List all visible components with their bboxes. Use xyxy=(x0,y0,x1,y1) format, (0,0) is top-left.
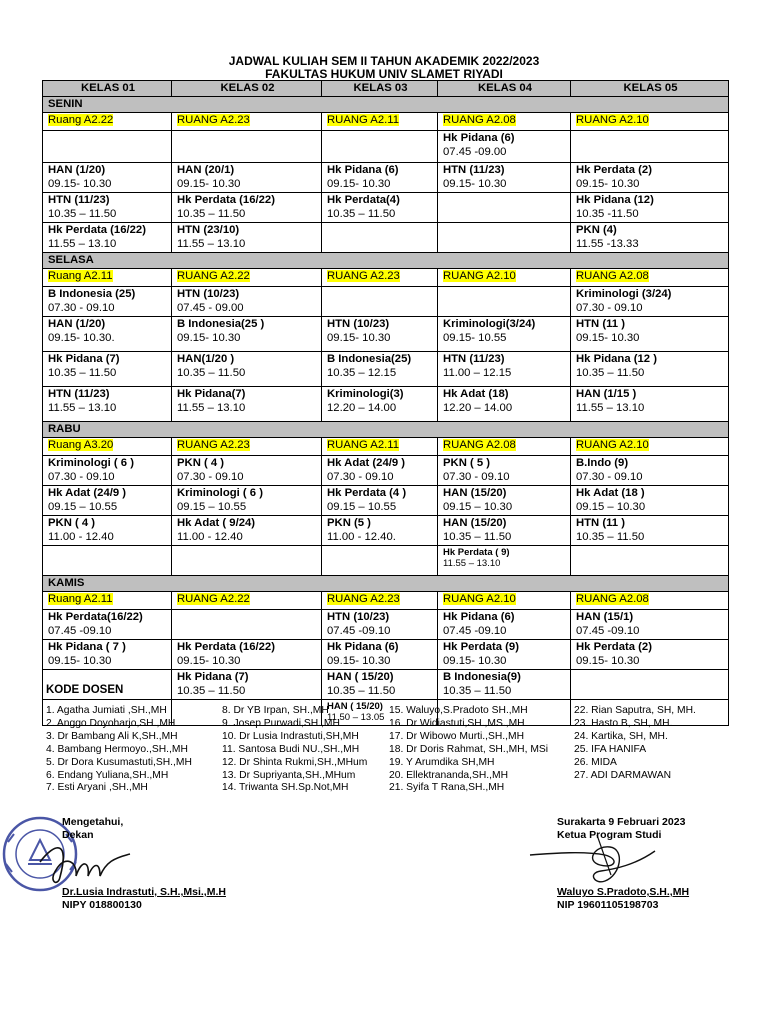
dosen-column xyxy=(222,705,367,795)
course-name: Hk Adat (24/9 ) xyxy=(327,457,406,469)
course-name: Hk Perdata (4 ) xyxy=(327,487,407,499)
column-header: KELAS 04 xyxy=(438,81,571,97)
dosen-entry: 1. Agatha Jumiati ,SH.,MH xyxy=(46,705,167,716)
schedule-cell xyxy=(438,131,571,163)
head-id: NIP 19601105198703 xyxy=(557,899,659,911)
schedule-cell xyxy=(571,287,729,317)
course-time: 11.00 - 12.40 xyxy=(48,530,114,543)
day-row xyxy=(43,422,729,438)
dosen-entry: 24. Kartika, SH, MH. xyxy=(574,730,668,742)
schedule-cell xyxy=(172,516,322,546)
course-name: HAN (15/20) xyxy=(443,517,507,529)
course-name: HTN (10/23) xyxy=(177,288,240,300)
course-time: 09.15 – 10.30 xyxy=(443,500,513,513)
column-header: KELAS 01 xyxy=(43,81,172,97)
dosen-entry: 8. Dr YB Irpan, SH.,MH xyxy=(222,705,329,716)
course-name: Kriminologi (3/24) xyxy=(576,288,672,300)
schedule-cell xyxy=(322,193,438,223)
dosen-entry: 16. Dr Widiastuti,SH.,MS.,MH xyxy=(389,717,525,729)
schedule-cell xyxy=(43,387,172,422)
schedule-row xyxy=(43,486,729,516)
schedule-cell xyxy=(571,670,729,700)
schedule-cell xyxy=(43,223,172,253)
course-name: Hk Pidana (6) xyxy=(443,611,515,623)
schedule-cell xyxy=(322,456,438,486)
course-name: Hk Pidana ( 7 ) xyxy=(48,641,126,653)
schedule-cell xyxy=(322,163,438,193)
schedule-cell xyxy=(322,352,438,387)
room-label: RUANG A2.23 xyxy=(177,114,250,126)
dosen-entry: 13. Dr Supriyanta,SH.,MHum xyxy=(222,769,356,781)
schedule-row xyxy=(43,610,729,640)
course-name: Hk Perdata (16/22) xyxy=(177,194,275,206)
dosen-column xyxy=(574,705,696,782)
course-time: 09.15- 10.30 xyxy=(177,177,241,190)
room-label: RUANG A2.11 xyxy=(327,114,399,126)
course-time: 07.45 -09.10 xyxy=(443,624,507,637)
column-header: KELAS 05 xyxy=(571,81,729,97)
course-time: 07.45 -09.10 xyxy=(48,624,112,637)
course-name: HAN ( 15/20) xyxy=(327,701,383,712)
room-label: RUANG A2.08 xyxy=(443,114,516,126)
course-time: 07.30 - 09.10 xyxy=(443,470,510,483)
schedule-cell xyxy=(172,163,322,193)
course-name: HAN (15/20) xyxy=(443,487,507,499)
room-label: RUANG A2.23 xyxy=(327,270,400,282)
course-time: 09.15- 10.30 xyxy=(48,654,112,667)
course-name: Hk Pidana (6) xyxy=(327,641,399,653)
schedule-cell xyxy=(322,287,438,317)
course-name: Hk Perdata (16/22) xyxy=(177,641,275,653)
course-time: 10.35 – 11.50 xyxy=(48,366,117,379)
dosen-entry: 7. Esti Aryani ,SH.,MH xyxy=(46,782,148,794)
schedule-cell xyxy=(172,387,322,422)
course-time: 09.15- 10.55 xyxy=(443,331,507,344)
course-name: PKN ( 5 ) xyxy=(443,457,491,469)
schedule-cell xyxy=(43,610,172,640)
schedule-cell xyxy=(438,456,571,486)
course-name: Hk Adat (24/9 ) xyxy=(48,487,127,499)
course-name: HTN (23/10) xyxy=(177,224,240,236)
course-name: Hk Pidana (6) xyxy=(443,132,515,144)
course-time: 11.00 – 12.15 xyxy=(443,366,512,379)
schedule-cell xyxy=(172,131,322,163)
room-label: RUANG A2.10 xyxy=(576,439,649,451)
schedule-cell xyxy=(438,670,571,700)
dosen-entry: 15. Waluyo,S.Pradoto SH.,MH xyxy=(389,705,528,716)
left-sign-line2: Dekan xyxy=(62,829,94,841)
dosen-entry: 23. Hasto B, SH, MH. xyxy=(574,717,673,729)
room-label: RUANG A2.08 xyxy=(576,593,649,605)
schedule-row xyxy=(43,516,729,546)
course-name: Hk Adat (18 ) xyxy=(576,487,645,499)
dosen-column xyxy=(46,705,192,795)
dosen-entry: 17. Dr Wibowo Murti.,SH.,MH xyxy=(389,730,525,742)
course-name: Hk Perdata (2) xyxy=(576,164,652,176)
dosen-entry: 9. Josep Purwadi,SH.,MH xyxy=(222,717,340,729)
schedule-row xyxy=(43,352,729,387)
course-time: 07.45 - 09.00 xyxy=(177,301,244,314)
header-row xyxy=(43,81,729,97)
course-time: 10.35 – 11.50 xyxy=(576,366,645,379)
schedule-cell xyxy=(43,486,172,516)
schedule-cell xyxy=(571,193,729,223)
course-name: HTN (11/23) xyxy=(443,164,505,176)
schedule-cell xyxy=(43,317,172,352)
day-row xyxy=(43,253,729,269)
course-time: 11.00 - 12.40. xyxy=(327,530,396,543)
schedule-cell xyxy=(571,387,729,422)
course-time: 09.15- 10.30 xyxy=(327,331,391,344)
course-time: 10.35 – 11.50 xyxy=(177,366,246,379)
course-name: HTN (11 ) xyxy=(576,318,625,330)
course-name: Hk Perdata(4) xyxy=(327,194,400,206)
dosen-entry: 27. ADI DARMAWAN xyxy=(574,769,672,781)
schedule-table xyxy=(42,80,729,726)
course-name: PKN ( 4 ) xyxy=(177,457,225,469)
schedule-cell xyxy=(172,486,322,516)
faculty-title: FAKULTAS HUKUM UNIV SLAMET RIYADI xyxy=(265,67,503,81)
schedule-cell xyxy=(322,516,438,546)
schedule-cell xyxy=(172,193,322,223)
course-time: 07.30 - 09.10 xyxy=(48,470,115,483)
schedule-cell xyxy=(438,287,571,317)
schedule-row xyxy=(43,287,729,317)
schedule-cell xyxy=(322,640,438,670)
dosen-entry: 12. Dr Shinta Rukmi,SH.,MHum xyxy=(222,756,368,768)
day-label: RABU xyxy=(48,423,81,435)
course-time: 09.15- 10.30 xyxy=(327,177,391,190)
schedule-cell xyxy=(438,163,571,193)
room-label: Ruang A3.20 xyxy=(48,439,114,451)
schedule-cell xyxy=(438,387,571,422)
schedule-cell xyxy=(172,456,322,486)
course-time: 09.15- 10.30 xyxy=(576,177,640,190)
course-time: 09.15- 10.30 xyxy=(576,654,640,667)
course-name: B Indonesia (25) xyxy=(48,288,136,300)
schedule-cell xyxy=(43,163,172,193)
course-time: 11.55 – 13.10 xyxy=(48,237,117,250)
course-name: HTN (10/23) xyxy=(327,318,390,330)
dosen-entry: 18. Dr Doris Rahmat, SH.,MH, MSi xyxy=(389,743,549,755)
day-row xyxy=(43,576,729,592)
dosen-entry: 3. Dr Bambang Ali K,SH.,MH xyxy=(46,730,178,742)
schedule-cell xyxy=(438,546,571,576)
course-time: 09.15 – 10.55 xyxy=(48,500,118,513)
schedule-cell xyxy=(571,223,729,253)
course-name: B Indonesia(25) xyxy=(327,353,412,365)
course-time: 07.45 -09.00 xyxy=(443,145,507,158)
course-time: 07.30 - 09.10 xyxy=(327,470,394,483)
course-time: 09.15- 10.30 xyxy=(327,654,391,667)
right-sign-line1: Surakarta 9 Februari 2023 xyxy=(557,816,686,828)
dosen-entry: 4. Bambang Hermoyo.,SH.,MH xyxy=(46,743,188,755)
course-name: HAN (1/15 ) xyxy=(576,388,637,400)
course-time: 11.50 – 13.05 xyxy=(327,712,385,723)
course-time: 07.30 - 09.10 xyxy=(576,470,643,483)
course-time: 10.35 – 11.50 xyxy=(327,207,396,220)
room-label: RUANG A2.23 xyxy=(177,439,250,451)
room-label: Ruang A2.22 xyxy=(48,114,114,126)
schedule-cell xyxy=(43,287,172,317)
dosen-entry: 14. Triwanta SH.Sp.Not,MH xyxy=(222,782,349,794)
schedule-row xyxy=(43,193,729,223)
course-time: 07.45 -09.10 xyxy=(576,624,640,637)
head-name: Waluyo S.Pradoto,S.H.,MH xyxy=(557,886,690,898)
course-name: Kriminologi ( 6 ) xyxy=(48,457,134,469)
schedule-cell xyxy=(322,670,438,700)
course-time: 07.45 -09.10 xyxy=(327,624,391,637)
course-name: Hk Pidana (12) xyxy=(576,194,654,206)
dean-name: Dr.Lusia Indrastuti, S.H.,Msi.,M.H xyxy=(62,886,226,898)
dosen-entry: 20. Ellektrananda,SH.,MH xyxy=(389,769,509,781)
schedule-cell xyxy=(571,546,729,576)
schedule-row xyxy=(43,223,729,253)
document-title: JADWAL KULIAH SEM II TAHUN AKADEMIK 2022/2023 xyxy=(228,54,540,68)
course-name: Hk Adat ( 9/24) xyxy=(177,517,256,529)
schedule-cell xyxy=(571,640,729,670)
schedule-cell xyxy=(172,223,322,253)
schedule-cell xyxy=(322,486,438,516)
course-name: HTN (10/23) xyxy=(327,611,390,623)
course-name: Hk Perdata (2) xyxy=(576,641,652,653)
course-name: HAN ( 15/20) xyxy=(327,671,394,683)
course-time: 09.15- 10.30 xyxy=(443,177,507,190)
schedule-row xyxy=(43,131,729,163)
schedule-cell xyxy=(571,610,729,640)
course-time: 11.55 – 13.10 xyxy=(443,558,501,569)
schedule-cell xyxy=(438,516,571,546)
course-name: HTN (11/23) xyxy=(48,388,110,400)
course-time: 10.35 – 11.50 xyxy=(177,207,246,220)
course-time: 09.15- 10.30 xyxy=(177,654,241,667)
schedule-cell xyxy=(571,516,729,546)
kode-dosen-title: KODE DOSEN xyxy=(46,684,124,696)
schedule-cell xyxy=(322,610,438,640)
schedule-cell xyxy=(172,670,322,700)
schedule-cell xyxy=(322,223,438,253)
right-sign-line2: Ketua Program Studi xyxy=(557,829,662,841)
room-label: RUANG A2.22 xyxy=(177,270,250,282)
course-name: B Indonesia(9) xyxy=(443,671,521,683)
course-name: B.Indo (9) xyxy=(576,457,629,469)
course-name: Hk Perdata ( 9) xyxy=(443,547,510,558)
course-time: 09.15- 10.30 xyxy=(576,331,640,344)
schedule-cell xyxy=(172,287,322,317)
course-name: Kriminologi ( 6 ) xyxy=(177,487,263,499)
schedule-cell xyxy=(172,352,322,387)
schedule-cell xyxy=(438,193,571,223)
course-time: 11.55 – 13.10 xyxy=(177,401,246,414)
day-row xyxy=(43,97,729,113)
room-label: RUANG A2.22 xyxy=(177,593,250,605)
dosen-entry: 5. Dr Dora Kusumastuti,SH.,MH xyxy=(46,756,192,768)
course-name: Kriminologi(3/24) xyxy=(443,318,536,330)
schedule-row xyxy=(43,163,729,193)
schedule-cell xyxy=(322,546,438,576)
room-row xyxy=(43,113,729,131)
course-name: HTN (11 ) xyxy=(576,517,625,529)
course-time: 11.55 -13.33 xyxy=(576,237,639,250)
course-name: PKN (4) xyxy=(576,224,617,236)
dosen-entry: 11. Santosa Budi NU.,SH.,MH xyxy=(222,743,360,755)
course-time: 10.35 – 11.50 xyxy=(443,530,512,543)
course-name: Hk Pidana(7) xyxy=(177,388,246,400)
course-time: 11.00 - 12.40 xyxy=(177,530,243,543)
schedule-cell xyxy=(438,610,571,640)
dosen-entry: 10. Dr Lusia Indrastuti,SH,MH xyxy=(222,730,359,742)
course-name: HTN (11/23) xyxy=(48,194,110,206)
course-time: 10.35 – 11.50 xyxy=(48,207,117,220)
day-label: KAMIS xyxy=(48,577,85,589)
course-time: 10.35 – 11.50 xyxy=(443,684,512,697)
course-name: PKN (5 ) xyxy=(327,517,371,529)
course-name: B Indonesia(25 ) xyxy=(177,318,265,330)
schedule-cell xyxy=(172,317,322,352)
schedule-cell xyxy=(43,516,172,546)
schedule-cell xyxy=(43,193,172,223)
course-time: 11.55 – 13.10 xyxy=(576,401,645,414)
schedule-cell xyxy=(43,456,172,486)
course-name: HAN (15/1) xyxy=(576,611,634,623)
dosen-entry: 19. Y Arumdika SH,MH xyxy=(389,756,495,768)
course-time: 10.35 – 11.50 xyxy=(327,684,396,697)
course-name: Hk Perdata (16/22) xyxy=(48,224,146,236)
course-time: 09.15 – 10.30 xyxy=(576,500,646,513)
schedule-cell xyxy=(571,456,729,486)
course-time: 09.15 – 10.55 xyxy=(177,500,247,513)
schedule-row xyxy=(43,456,729,486)
course-time: 07.30 - 09.10 xyxy=(48,301,115,314)
day-label: SELASA xyxy=(48,254,94,266)
schedule-cell xyxy=(43,352,172,387)
course-time: 12.20 – 14.00 xyxy=(443,401,513,414)
dosen-entry: 22. Rian Saputra, SH, MH. xyxy=(574,705,696,716)
course-name: Hk Pidana (6) xyxy=(327,164,399,176)
course-time: 10.35 – 12.15 xyxy=(327,366,397,379)
course-name: HAN (1/20) xyxy=(48,318,106,330)
schedule-cell xyxy=(322,387,438,422)
course-name: Hk Perdata(16/22) xyxy=(48,611,143,623)
course-name: Hk Adat (18) xyxy=(443,388,509,400)
course-time: 10.35 – 11.50 xyxy=(177,684,246,697)
schedule-cell xyxy=(571,131,729,163)
room-label: Ruang A2.11 xyxy=(48,270,113,282)
dosen-entry: 25. IFA HANIFA xyxy=(574,743,647,755)
schedule-cell xyxy=(172,640,322,670)
course-time: 07.30 - 09.10 xyxy=(576,301,643,314)
course-name: Hk Pidana (7) xyxy=(48,353,120,365)
course-name: Hk Pidana (7) xyxy=(177,671,249,683)
schedule-row xyxy=(43,640,729,670)
course-name: HAN (1/20) xyxy=(48,164,106,176)
room-row xyxy=(43,269,729,287)
dean-id: NIPY 018800130 xyxy=(62,899,142,911)
room-row xyxy=(43,438,729,456)
schedule-cell xyxy=(43,131,172,163)
course-name: HAN(1/20 ) xyxy=(177,353,235,365)
room-label: RUANG A2.08 xyxy=(443,439,516,451)
schedule-cell xyxy=(172,546,322,576)
course-time: 10.35 -11.50 xyxy=(576,207,639,220)
course-time: 10.35 – 11.50 xyxy=(576,530,645,543)
room-row xyxy=(43,592,729,610)
course-time: 11.55 – 13.10 xyxy=(48,401,117,414)
room-label: RUANG A2.10 xyxy=(443,270,516,282)
schedule-cell xyxy=(438,486,571,516)
room-label: RUANG A2.10 xyxy=(443,593,516,605)
course-name: Hk Perdata (9) xyxy=(443,641,519,653)
column-header: KELAS 03 xyxy=(322,81,438,97)
dosen-entry: 21. Syifa T Rana,SH.,MH xyxy=(389,782,505,794)
dosen-entry: 26. MIDA xyxy=(574,756,617,768)
dosen-column xyxy=(389,705,548,795)
course-time: 11.55 – 13.10 xyxy=(177,237,246,250)
schedule-cell xyxy=(438,640,571,670)
course-time: 09.15- 10.30 xyxy=(48,177,112,190)
room-label: Ruang A2.11 xyxy=(48,593,113,605)
course-time: 09.15 – 10.55 xyxy=(327,500,397,513)
course-name: Kriminologi(3) xyxy=(327,388,404,400)
room-label: RUANG A2.10 xyxy=(576,114,649,126)
schedule-cell xyxy=(571,317,729,352)
schedule-cell xyxy=(43,640,172,670)
schedule-row xyxy=(43,546,729,576)
schedule-cell xyxy=(438,317,571,352)
schedule-cell xyxy=(322,317,438,352)
schedule-cell xyxy=(322,131,438,163)
schedule-row xyxy=(43,387,729,422)
course-time: 12.20 – 14.00 xyxy=(327,401,397,414)
course-name: HAN (20/1) xyxy=(177,164,235,176)
room-label: RUANG A2.11 xyxy=(327,439,399,451)
course-time: 09.15- 10.30 xyxy=(443,654,507,667)
schedule-cell xyxy=(571,352,729,387)
day-label: SENIN xyxy=(48,98,83,110)
left-sign-line1: Mengetahui, xyxy=(62,816,124,828)
course-time: 07.30 - 09.10 xyxy=(177,470,244,483)
column-header: KELAS 02 xyxy=(172,81,322,97)
course-name: HTN (11/23) xyxy=(443,353,505,365)
schedule-cell xyxy=(571,486,729,516)
course-time: 09.15- 10.30 xyxy=(177,331,241,344)
room-label: RUANG A2.08 xyxy=(576,270,649,282)
course-name: PKN ( 4 ) xyxy=(48,517,96,529)
schedule-cell xyxy=(438,352,571,387)
course-time: 09.15- 10.30. xyxy=(48,331,115,344)
dosen-entry: 2. Anggo Doyoharjo,SH.,MH xyxy=(46,717,176,729)
dosen-entry: 6. Endang Yuliana,SH.,MH xyxy=(46,769,169,781)
schedule-cell xyxy=(438,223,571,253)
schedule-row xyxy=(43,317,729,352)
schedule-cell xyxy=(172,610,322,640)
schedule-cell xyxy=(43,546,172,576)
schedule-cell xyxy=(571,163,729,193)
course-name: Hk Pidana (12 ) xyxy=(576,353,657,365)
room-label: RUANG A2.23 xyxy=(327,593,400,605)
schedule-row xyxy=(43,670,729,700)
